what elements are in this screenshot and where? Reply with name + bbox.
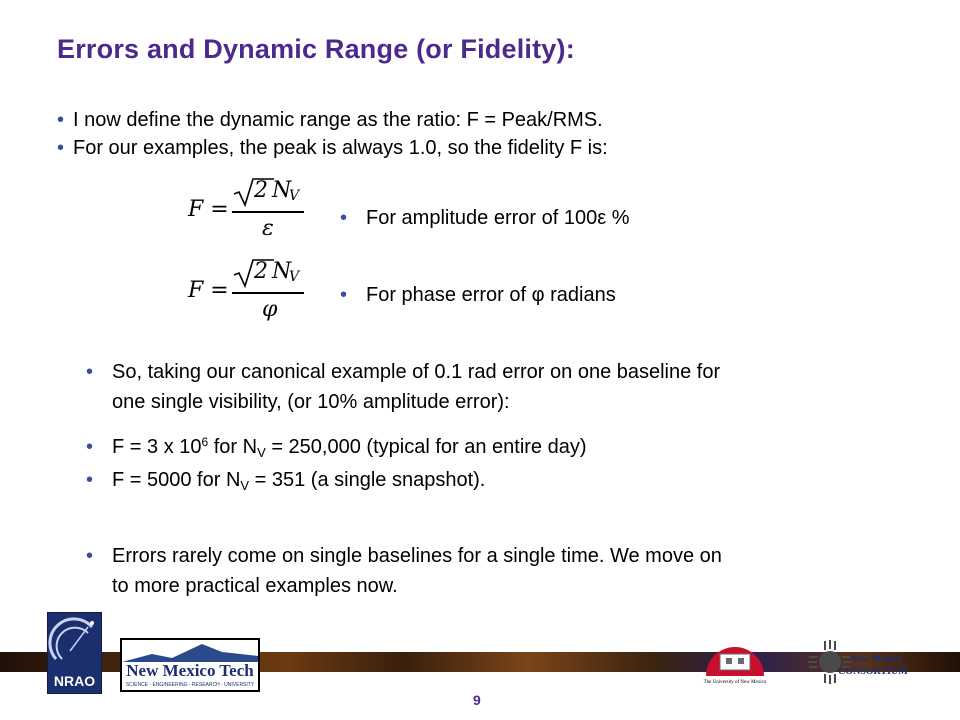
- bullet-icon: •: [86, 469, 94, 491]
- mountain-icon: [122, 640, 258, 662]
- zia-sun-icon: [808, 640, 852, 684]
- bullet-icon: •: [86, 436, 94, 458]
- point-4-line-2: to more practical examples now.: [112, 575, 398, 597]
- point-2: • F = 3 x $10^6$ for $N_V = 250,000$ (typical for an entire day): [86, 435, 587, 460]
- slide-title: Errors and Dynamic Range (or Fidelity):: [57, 34, 575, 64]
- formula-2-bullet: • For phase error of φ radians: [340, 284, 616, 306]
- formula-1-bullet: • For amplitude error of 100ε %: [340, 207, 630, 229]
- unm-logo: The University of New Mexico: [700, 638, 770, 692]
- new-mexico-tech-logo: New Mexico Tech SCIENCE · ENGINEERING · RESEARCH · UNIVERSITY: [120, 638, 260, 692]
- radio-telescope-icon: [48, 613, 101, 671]
- bullet-icon: •: [340, 284, 348, 306]
- point-1-line-2: one single visibility, (or 10% amplitude error):: [112, 391, 510, 413]
- bullet-icon: •: [57, 137, 65, 159]
- point-4-line-1: • Errors rarely come on single baselines for a single time. We move on: [86, 545, 722, 567]
- intro-bullet-2: • For our examples, the peak is always 1.0, so the fidelity F is:: [57, 137, 608, 159]
- fraction-bar: [232, 211, 304, 213]
- fraction-bar: [232, 292, 304, 294]
- bullet-icon: •: [86, 361, 94, 383]
- nrao-logo: NRAO: [47, 612, 102, 694]
- intro-bullet-1: • I now define the dynamic range as the ratio: F = Peak/RMS.: [57, 109, 603, 131]
- unm-emblem-icon: [700, 638, 770, 678]
- point-1-line-1: • So, taking our canonical example of 0.1 rad error on one baseline for: [86, 361, 721, 383]
- bullet-icon: •: [57, 109, 65, 131]
- new-mexico-consortium-logo: New Mexico CONSORTIUM: [808, 640, 920, 688]
- bullet-icon: •: [340, 207, 348, 229]
- point-3: • F = 5000 for $N_V = 351$ (a single snapshot).: [86, 469, 486, 493]
- bullet-icon: •: [86, 545, 94, 567]
- page-number: 9: [473, 692, 481, 708]
